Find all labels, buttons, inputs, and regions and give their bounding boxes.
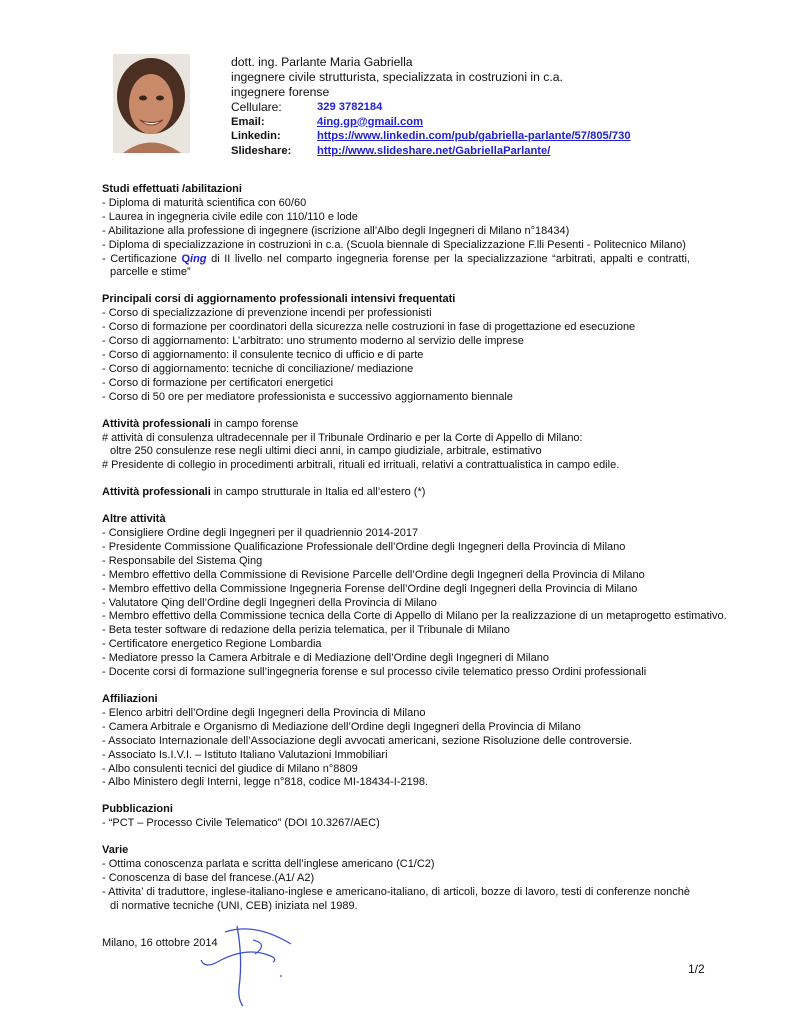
person-role-forensic: ingegnere forense [231,85,330,99]
section-title-pubblicazioni: Pubblicazioni [102,803,173,816]
email-link[interactable]: 4ing.gp@gmail.com [317,115,424,128]
contact-row-cell [231,100,631,115]
cert-prefix: - Certificazione [102,252,182,265]
section-title-strutturale: Attività professionali in campo strutturale in Italia ed all’estero (*) [102,486,426,499]
list-item: - Beta tester software di redazione della perizia telematica, per il Tribunale di Milano [102,624,510,637]
list-item-certification [102,253,690,281]
list-item: - Valutatore Qing dell’Ordine degli Ingegneri della Provincia di Milano [102,596,437,609]
list-item: - Corso di aggiornamento: L’arbitrato: uno strumento moderno al servizio delle imprese [102,335,524,348]
slideshare-label: Slideshare: [231,144,292,157]
list-item: - Attivita’ di traduttore, inglese-italiano-inglese e americano-italiano, di articoli, bozze di lavoro, testi di conferenze nonchè di normative tecniche (UNI, CEB) iniziata nel 1989. [102,885,690,912]
list-item: - Camera Arbitrale e Organismo di Mediazione dell’Ordine degli Ingegneri della Provincia di Milano [102,720,581,733]
linkedin-label: Linkedin: [231,130,281,142]
contact-row-slideshare [231,144,631,159]
cell-label: Cellulare: [231,100,282,114]
list-item: - Corso di aggiornamento: il consulente tecnico di ufficio e di parte [102,348,424,361]
forense-line: oltre 250 consulenze rese negli ultimi dieci anni, in campo giudiziale, arbitrale, estimativo [110,445,542,458]
list-item: - Associato Internazionale dell’Associazione degli avvocati americani, sezione Risoluzione delle controversie. [102,734,633,747]
section-title-corsi: Principali corsi di aggiornamento professionali intensivi frequentati [102,293,456,306]
corsi-list [102,307,690,404]
list-item: - “PCT – Processo Civile Telematico” (DOI 10.3267/AEC) [102,817,380,830]
list-item: - Certificatore energetico Regione Lombardia [102,638,322,651]
altre-list [102,527,727,680]
list-item: - Docente corsi di formazione sull’ingegneria forense e sul processo civile telematico presso Ordini professionali [102,666,647,679]
list-item: - Mediatore presso la Camera Arbitrale e di Mediazione dell’Ordine degli Ingegneri di Milano [102,652,549,665]
forense-line: # attività di consulenza ultradecennale per il Tribunale Ordinario e per la Corte di Appello di Milano: [102,431,583,444]
list-item: - Membro effettivo della Commissione di Revisione Parcelle dell’Ordine degli Ingegneri della Provincia di Milano [102,568,645,581]
list-item: - Presidente Commissione Qualificazione Professionale dell’Ordine degli Ingegneri della Provincia di Milano [102,540,626,553]
list-item: - Elenco arbitri dell’Ordine degli Ingegneri della Provincia di Milano [102,706,426,719]
signature-date: Milano, 16 ottobre 2014 [102,937,218,949]
list-item: - Corso di specializzazione di prevenzione incendi per professionisti [102,307,432,320]
qing-mark: Qing [181,252,207,265]
list-item: - Diploma di maturità scientifica con 60/60 [102,196,307,209]
list-item: - Corso di formazione per certificatori energetici [102,376,334,389]
list-item: - Membro effettivo della Commissione Ingegneria Forense dell’Ordine degli Ingegneri della Provincia di Milano [102,582,638,595]
person-role: ingegnere civile strutturista, specializzata in costruzioni in c.a. [231,70,563,84]
cell-value: 329 3782184 [317,101,383,113]
profile-photo [113,54,190,153]
cv-body [102,183,727,914]
contact-block [231,100,631,158]
list-item: - Albo Ministero degli Interni, legge n°818, codice MI-18434-I-2198. [102,776,429,789]
person-name: dott. ing. Parlante Maria Gabriella [231,55,413,69]
cv-header [231,55,563,100]
cert-suffix: di II livello nel comparto ingegneria forense per la specializzazione “arbitrati, appalti e contratti, parcelle e stime” [110,252,690,279]
list-item: - Laurea in ingegneria civile edile con 110/110 e lode [102,210,358,223]
list-item: - Corso di formazione per coordinatori della sicurezza nelle costruzioni in fase di progettazione ed esecuzione [102,321,636,334]
list-item: - Albo consulenti tecnici del giudice di Milano n°8809 [102,762,358,775]
section-title-forense: Attività professionali in campo forense [102,417,299,430]
section-title-studi: Studi effettuati /abilitazioni [102,183,242,195]
list-item: - Corso di 50 ore per mediatore professionista e successivo aggiornamento biennale [102,390,513,403]
list-item: - Conoscenza di base del francese.(A1/ A2) [102,871,315,884]
forense-line: # Presidente di collegio in procedimenti arbitrali, rituali ed irrituali, relativi a contrattualistica in campo edile. [102,459,620,472]
list-item: - Abilitazione alla professione di ingegnere (iscrizione all’Albo degli Ingegneri di Milano n°18434) [102,224,570,237]
varie-list [102,858,690,914]
handwritten-signature [195,918,305,1010]
list-item: - Ottima conoscenza parlata e scritta dell’inglese americano (C1/C2) [102,858,435,871]
email-label: Email: [231,115,265,128]
section-title-altre: Altre attività [102,513,166,526]
list-item: - Diploma di specializzazione in costruzioni in c.a. (Scuola biennale di Specializzazione F.lli Pesenti - Politecnico Milano) [102,238,686,251]
pubblicazioni-list [102,817,690,831]
slideshare-link[interactable]: http://www.slideshare.net/GabriellaParlante/ [317,144,551,157]
section-title-affiliazioni: Affiliazioni [102,693,158,705]
portrait-image [113,54,190,153]
studi-list [102,197,690,280]
list-item: - Membro effettivo della Commissione tecnica della Corte di Appello di Milano per la realizzazione di un metaprogetto estimativo. [102,610,727,623]
affiliazioni-list [102,707,690,790]
contact-row-linkedin [231,129,631,144]
linkedin-link[interactable]: https://www.linkedin.com/pub/gabriella-parlante/57/805/730 [317,130,631,142]
section-title-varie: Varie [102,844,129,857]
list-item: - Corso di aggiornamento: tecniche di conciliazione/ mediazione [102,362,414,375]
list-item: - Associato Is.I.V.I. – Istituto Italiano Valutazioni Immobiliari [102,748,388,761]
contact-row-email [231,115,631,130]
list-item: - Responsabile del Sistema Qing [102,554,263,567]
page-number: 1/2 [688,962,705,976]
list-item: - Consigliere Ordine degli Ingegneri per il quadriennio 2014-2017 [102,527,419,540]
